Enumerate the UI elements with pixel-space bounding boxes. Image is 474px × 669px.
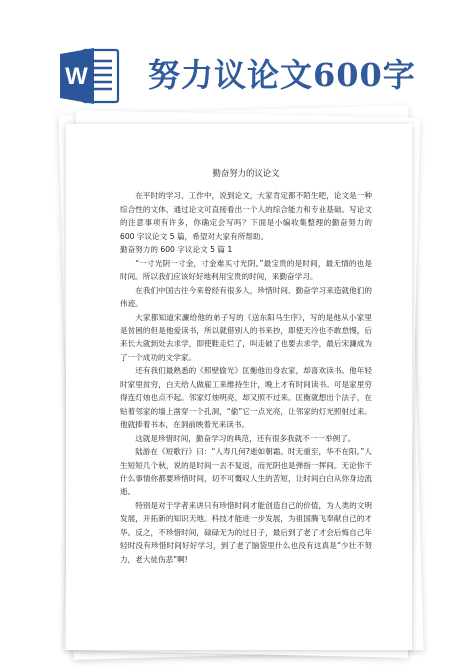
paragraph: 陆游在《短歌行》曰：“人寿几何?逝如朝霜。时无重至，华不在阳。”人生短短几个秋，说的是时间一去不复返，而光阴也是弹指一挥间。无论你干什么事情你都要珍惜时间，切不可慨叹人生的苦短，让时间白白从你身边流逝。 <box>120 447 372 497</box>
word-doc-icon <box>58 44 122 108</box>
word-icon-letter: W <box>65 63 88 90</box>
paragraph: 在平时的学习、工作中，说到论文，大家肯定都不陌生吧，论文是一种综合性的文体，通过论文可直接看出一个人的综合能力和专业基础。写论文的注意事项有许多，你确定会写吗？下面是小编收集整理的勤奋努力的 600 字议论文 5 篇，希望对大家有所帮助。 <box>120 191 372 241</box>
paragraph: 这就是珍惜时间，勤奋学习的典范，还有很多我就不一一举例了。 <box>135 433 356 443</box>
document-title: 勤奋努力的议论文 <box>212 168 280 178</box>
paragraph: 在我们中国古往今来曾经有很多人，珍惜时间、勤奋学习来造就他们的伟迹。 <box>120 285 372 309</box>
document-page <box>66 124 412 650</box>
paragraph: “一寸光阴一寸金，寸金难买寸光阴。”最宝贵的是时间，最无情的也是时间。所以我们应该好好地利用宝贵的时间，来勤奋学习。 <box>120 258 372 282</box>
paragraph: 特别是对于学者来讲只有珍惜时间才能创造自己的价值，为人类的文明发展，开拓新的知识天地。科技才能进一步发展，为祖国腾飞奉献自己的才华。反之，不珍惜时间，碌碌无为的过日子，最后到了老了才会后悔自己年轻时没有珍惜时间好好学习，到了老了脑袋里什么也没有这真是“少壮不努力，老大徒伤悲”啊! <box>120 500 372 564</box>
document-body <box>120 167 372 566</box>
page-title: 努力议论文600字 <box>148 56 416 94</box>
paragraph: 大家都知道宋濂给他的弟子写的《送东阳马生序》，写的是他从小家里是贫困的但是他爱读书，所以就借别人的书来抄，即使天冷也不敢怠慢，后来长大就到处去求学，即使鞋走烂了，叫走破了也要去求学，最后宋濂成为了一个成功的文学家。 <box>120 312 372 362</box>
section-heading: 勤奋努力的 600 字议论文 5 篇 1 <box>120 245 233 255</box>
paragraph: 还有我们最熟悉的《照壁偷光》匡衡他出身农家，却喜欢读书。他年轻时家里贫穷，白天给人做雇工来维持生计，晚上才有时间读书。可是家里穷得连灯烛也点不起。邻家灯烛明亮，却又照不过来。匡衡就想出个法子，在贴着邻家的墙上凿穿一个孔洞，“偷”它一点光亮，让邻家的灯光照射过来。他就捧着书本，在洞前映着光来读书。 <box>120 366 372 430</box>
page-header <box>0 0 474 118</box>
